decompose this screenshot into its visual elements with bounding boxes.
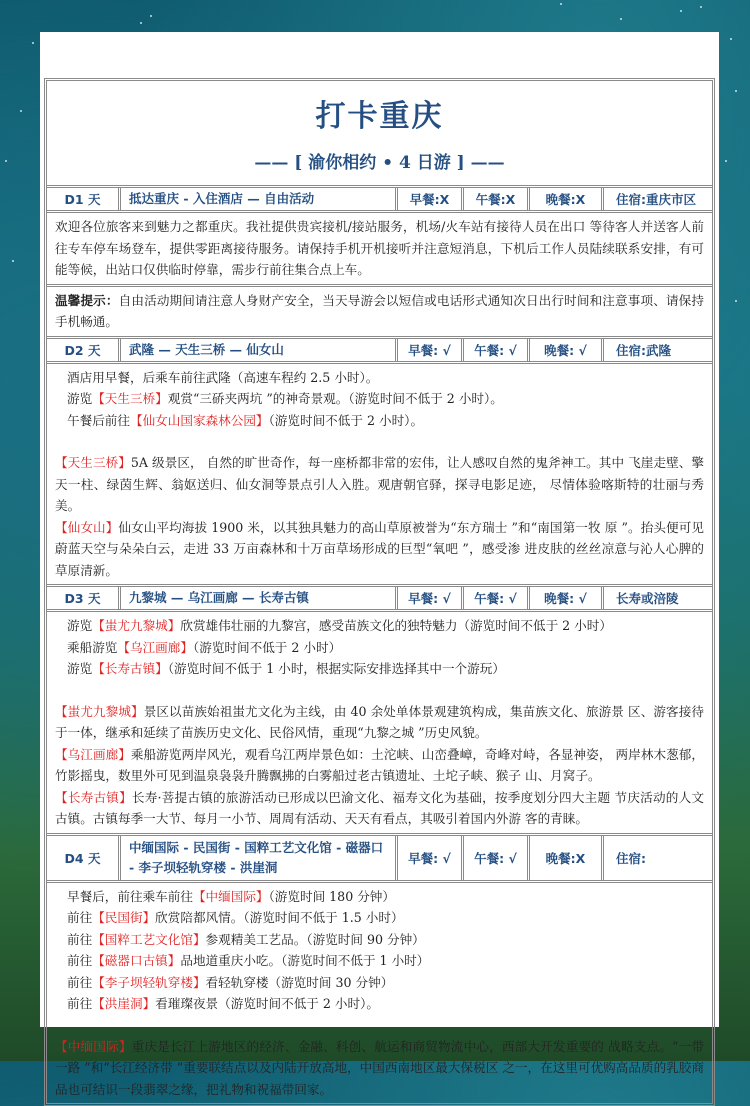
day-header-row bbox=[47, 836, 712, 883]
spot-description: 【长寿古镇】长寿·菩提古镇的旅游活动已形成以巴渝文化、福寿文化为基础，按季度划分四大主题 节庆活动的人文古镇。古镇每季一大节、每月一小节、周周有活动、天天有看点，其吸引着国内外游 客的青睐。 bbox=[55, 789, 705, 826]
day-content bbox=[47, 612, 712, 836]
lodging-cell: 长寿或涪陵 bbox=[616, 591, 679, 606]
schedule-line: 游览【长寿古镇】（游览时间不低于 1 小时，根据实际安排选择其中一个游玩） bbox=[67, 661, 505, 676]
itinerary-page bbox=[40, 32, 719, 1097]
schedule-line: 前往【磁器口古镇】品地道重庆小吃。（游览时间不低于 1 小时） bbox=[67, 953, 430, 968]
itinerary-table bbox=[44, 78, 715, 1106]
schedule-line: 午餐后前往【仙女山国家森林公园】（游览时间不低于 2 小时）。 bbox=[67, 412, 424, 428]
day-label: D4 天 bbox=[47, 836, 121, 880]
lodging-cell: 住宿:武隆 bbox=[616, 342, 671, 358]
schedule-line: 游览【蚩尤九黎城】欣赏雄伟壮丽的九黎宫，感受苗族文化的独特魅力（游览时间不低于 2 小时） bbox=[67, 618, 612, 633]
day-route: 中缅国际 - 民国街 - 国粹工艺文化馆 - 磁器口 - 李子坝轻轨穿楼 - 洪崖洞 bbox=[121, 836, 398, 880]
lunch-cell: 午餐: √ bbox=[464, 339, 530, 361]
dinner-cell: 晚餐: √ bbox=[530, 339, 604, 361]
day-route: 抵达重庆 - 入住酒店 — 自由活动 bbox=[121, 188, 398, 210]
lodging-cell: 住宿: bbox=[616, 850, 646, 866]
spot-description: 【乌江画廊】乘船游览两岸风光，观看乌江两岸景色如：土沱峡、山峦叠嶂，奇峰对峙，各显神姿， 两岸林木葱郁，竹影摇曳，数里外可见到温泉袅袅升腾飘拂的白雾船过老古镇遗址、土坨子峡、猴子 山、月窝子。 bbox=[55, 746, 704, 783]
lunch-cell: 午餐:X bbox=[464, 188, 530, 210]
lodging-cell: 住宿:重庆市区 bbox=[616, 192, 696, 207]
day-header-row bbox=[47, 188, 712, 213]
day-header-row bbox=[47, 587, 712, 612]
lunch-cell: 午餐: √ bbox=[464, 587, 530, 609]
day-intro: 欢迎各位旅客来到魅力之都重庆。我社提供贵宾接机/接站服务，机场/火车站有接待人员在出口 等待客人并送客人前往专车停车场登车，提供零距离接待服务。请保持手机开机接听并注意短消息，下机后工作人员陆续联系安排，有可能等候，出站口仅供临时停靠，需步行前往集合点上车。 bbox=[55, 219, 704, 277]
spot-highlight: 【洪崖洞】 bbox=[92, 996, 156, 1011]
spot-description: 【蚩尤九黎城】景区以苗族始祖蚩尤文化为主线，由 40 余处单体景观建筑构成，集苗族文化、旅游景 区、游客接待于一体，继承和延续了苗族历史文化、民俗风情，重现“九黎之城 ”历史风貌。 bbox=[55, 703, 704, 740]
schedule-line: 前往【国粹工艺文化馆】参观精美工艺品。（游览时间 90 分钟） bbox=[67, 931, 425, 947]
spot-highlight: 【长寿古镇】 bbox=[92, 661, 168, 676]
page-subtitle: —— [ 渝你相约 • 4 日游 ] —— bbox=[254, 153, 505, 173]
schedule-line: 乘船游览【乌江画廊】（游览时间不低于 2 小时） bbox=[67, 639, 342, 655]
spot-highlight: 【仙女山国家森林公园】 bbox=[129, 412, 269, 428]
tip-label: 温馨提示： bbox=[55, 292, 119, 308]
breakfast-cell: 早餐: √ bbox=[398, 339, 464, 361]
spot-description: 【天生三桥】5A 级景区， 自然的旷世奇作，每一座桥都非常的宏伟，让人感叹自然的鬼斧神工。其中 飞崖走壁、擎天一柱、绿茵生辉、翁妪送归、仙女洞等景点引人入胜。观唐朝官驿，探寻电影足迹， 尽情体验喀斯特的壮丽与秀美。 bbox=[55, 455, 704, 513]
day-content bbox=[47, 364, 712, 588]
dinner-cell: 晚餐:X bbox=[530, 188, 604, 210]
breakfast-cell: 早餐: √ bbox=[398, 587, 464, 609]
breakfast-cell: 早餐:X bbox=[398, 188, 464, 210]
lunch-cell: 午餐: √ bbox=[464, 836, 530, 880]
title-block bbox=[47, 81, 712, 188]
spot-highlight: 【李子坝轻轨穿楼】 bbox=[92, 974, 206, 990]
day-route: 九黎城 — 乌江画廊 — 长寿古镇 bbox=[121, 587, 398, 609]
spot-description: 【仙女山】仙女山平均海拔 1900 米，以其独具魅力的高山草原被誉为“东方瑞士 ”和“南国第一牧 原 ”。抬头便可见蔚蓝天空与朵朵白云，走进 33 万亩森林和十万亩草场形成的巨型“氧吧 ”，感受渗 进皮肤的丝丝凉意与沁人心脾的草原清新。 bbox=[55, 519, 704, 578]
spot-description: 【中缅国际】重庆是长江上游地区的经济、金融、科创、航运和商贸物流中心，西部大开发重要的 战略支点。“一带一路 ”和“长江经济带 ”重要联结点以及内陆开放高地，中国西南地区最大保税区 之一，在这里可优购高品质的乳胶商品也可结识一段翡翠之缘，把礼物和祝福带回家。 bbox=[55, 1038, 704, 1097]
day-label: D1 天 bbox=[47, 188, 121, 210]
day-label: D2 天 bbox=[47, 339, 121, 361]
spot-highlight: 【中缅国际】 bbox=[192, 888, 269, 904]
spot-highlight: 【天生三桥】 bbox=[92, 391, 168, 406]
day-content bbox=[47, 213, 712, 287]
schedule-line: 早餐后，前往乘车前往【中缅国际】（游览时间 180 分钟） bbox=[67, 888, 395, 904]
dinner-cell: 晚餐:X bbox=[530, 836, 604, 880]
spot-highlight: 【磁器口古镇】 bbox=[92, 953, 181, 968]
day-label: D3 天 bbox=[47, 587, 121, 609]
warm-tip bbox=[47, 287, 712, 339]
day-content bbox=[47, 883, 712, 1104]
page-title: 打卡重庆 bbox=[315, 99, 444, 134]
day-header-row bbox=[47, 339, 712, 364]
schedule-line: 游览【天生三桥】观赏“三硚夹两坑 ”的神奇景观。（游览时间不低于 2 小时）。 bbox=[67, 391, 503, 406]
schedule-line: 前往【洪崖洞】看璀璨夜景（游览时间不低于 2 小时）。 bbox=[67, 996, 379, 1011]
spot-highlight: 【蚩尤九黎城】 bbox=[92, 618, 181, 633]
breakfast-cell: 早餐: √ bbox=[398, 836, 464, 880]
schedule-line: 前往【李子坝轻轨穿楼】看轻轨穿楼（游览时间 30 分钟） bbox=[67, 974, 394, 990]
schedule-line: 酒店用早餐，后乘车前往武隆（高速车程约 2.5 小时）。 bbox=[67, 369, 379, 385]
schedule-line: 前往【民国街】欣赏陪都风情。（游览时间不低于 1.5 小时） bbox=[67, 910, 404, 925]
dinner-cell: 晚餐: √ bbox=[530, 587, 604, 609]
day-route: 武隆 — 天生三桥 — 仙女山 bbox=[121, 339, 398, 361]
spot-highlight: 【乌江画廊】 bbox=[117, 639, 193, 655]
spot-highlight: 【国粹工艺文化馆】 bbox=[92, 931, 206, 947]
spot-highlight: 【民国街】 bbox=[92, 910, 156, 925]
tip-text: 自由活动期间请注意人身财产安全，当天导游会以短信或电话形式通知次日出行时间和注意事项、请保持手机畅通。 bbox=[55, 292, 704, 329]
